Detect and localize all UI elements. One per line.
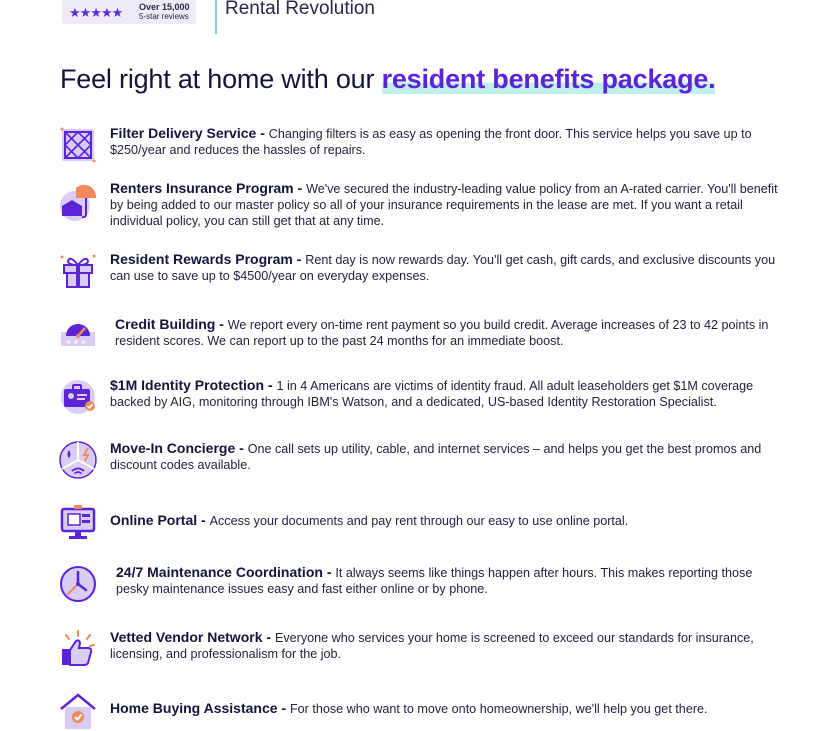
benefit-title: Renters Insurance Program - — [110, 180, 307, 196]
benefit-text — [110, 251, 780, 284]
benefit-title: Filter Delivery Service - — [110, 125, 269, 141]
benefit-description: Changing filters is as easy as opening the front door. This service helps you save up to $250/year and reduces the hassles of repairs. — [110, 127, 752, 157]
benefit-text — [110, 440, 780, 473]
clock-icon — [58, 564, 98, 604]
brand-name: Rental Revolution — [225, 0, 375, 19]
benefit-text — [115, 316, 785, 349]
benefit-description: For those who want to move onto homeownership, we'll help you get there. — [289, 702, 708, 716]
benefit-text — [116, 564, 786, 597]
rating-text — [139, 3, 190, 21]
benefit-text — [110, 512, 780, 529]
five-star-icon: ★★★★★ — [69, 5, 123, 20]
insurance-umbrella-icon — [58, 184, 98, 224]
benefit-title: Move-In Concierge - — [110, 440, 248, 456]
benefit-title: Home Buying Assistance - — [110, 700, 290, 716]
benefit-description: Access your documents and pay rent through our easy to use online portal. — [209, 514, 629, 528]
benefit-text — [110, 629, 780, 662]
benefit-title: Credit Building - — [115, 316, 228, 332]
gift-icon — [58, 251, 98, 291]
benefit-description: Everyone who services your home is screened to exceed our standards for insurance, licensing, and professionalism for the job. — [110, 631, 754, 661]
benefit-title: 24/7 Maintenance Coordination - — [116, 564, 336, 580]
benefit-title: Resident Rewards Program - — [110, 251, 306, 267]
svg-text:★ ★ ★: ★ ★ ★ — [66, 339, 86, 346]
benefit-description: Rent day is now rewards day. You'll get cash, gift cards, and exclusive discounts you can use to save up to $4500/year on everyday expenses. — [110, 253, 776, 283]
benefit-text — [110, 377, 780, 410]
page-title-prefix: Feel right at home with our — [60, 64, 382, 94]
benefit-text — [110, 180, 780, 229]
credit-gauge-icon — [58, 316, 98, 356]
header-divider — [215, 0, 217, 34]
benefit-title: Online Portal - — [110, 512, 210, 528]
monitor-icon — [58, 503, 98, 543]
page-title-highlight: resident benefits package. — [381, 64, 716, 94]
benefit-description: It always seems like things happen after hours. This makes reporting those pesky maintenance issues easy and fast either online or by phone. — [116, 566, 753, 596]
benefit-description: We've secured the industry-leading value policy from an A-rated carrier. You'll benefit by being added to our master policy so all of your insurance requirements in the lease are met. If you want a retail individual policy, you can still get that at any time. — [110, 182, 778, 228]
home-check-icon — [58, 691, 98, 731]
identity-card-icon — [58, 377, 98, 417]
utilities-icon — [58, 440, 98, 480]
thumbs-up-icon — [58, 629, 98, 669]
benefit-text — [110, 700, 780, 717]
page-title — [60, 64, 820, 95]
benefit-text — [110, 125, 780, 158]
rating-badge — [62, 0, 196, 24]
benefit-description: 1 in 4 Americans are victims of identity fraud. All adult leaseholders get $1M coverage backed by AIG, monitoring through IBM's Watson, and a dedicated, US-based Identity Restoration Specialist. — [110, 379, 754, 409]
filter-icon — [58, 125, 98, 165]
rating-caption: 5-star reviews — [139, 12, 189, 21]
benefit-title: Vetted Vendor Network - — [110, 629, 275, 645]
benefit-title: $1M Identity Protection - — [110, 377, 277, 393]
benefit-description: We report every on-time rent payment so you build credit. Average increases of 23 to 42 points in resident scores. We can report up to the past 24 months for an immediate boost. — [115, 318, 769, 348]
rating-count: Over 15,000 — [139, 2, 190, 12]
benefit-description: One call sets up utility, cable, and internet services – and helps you get the best promos and discount codes available. — [110, 442, 762, 472]
